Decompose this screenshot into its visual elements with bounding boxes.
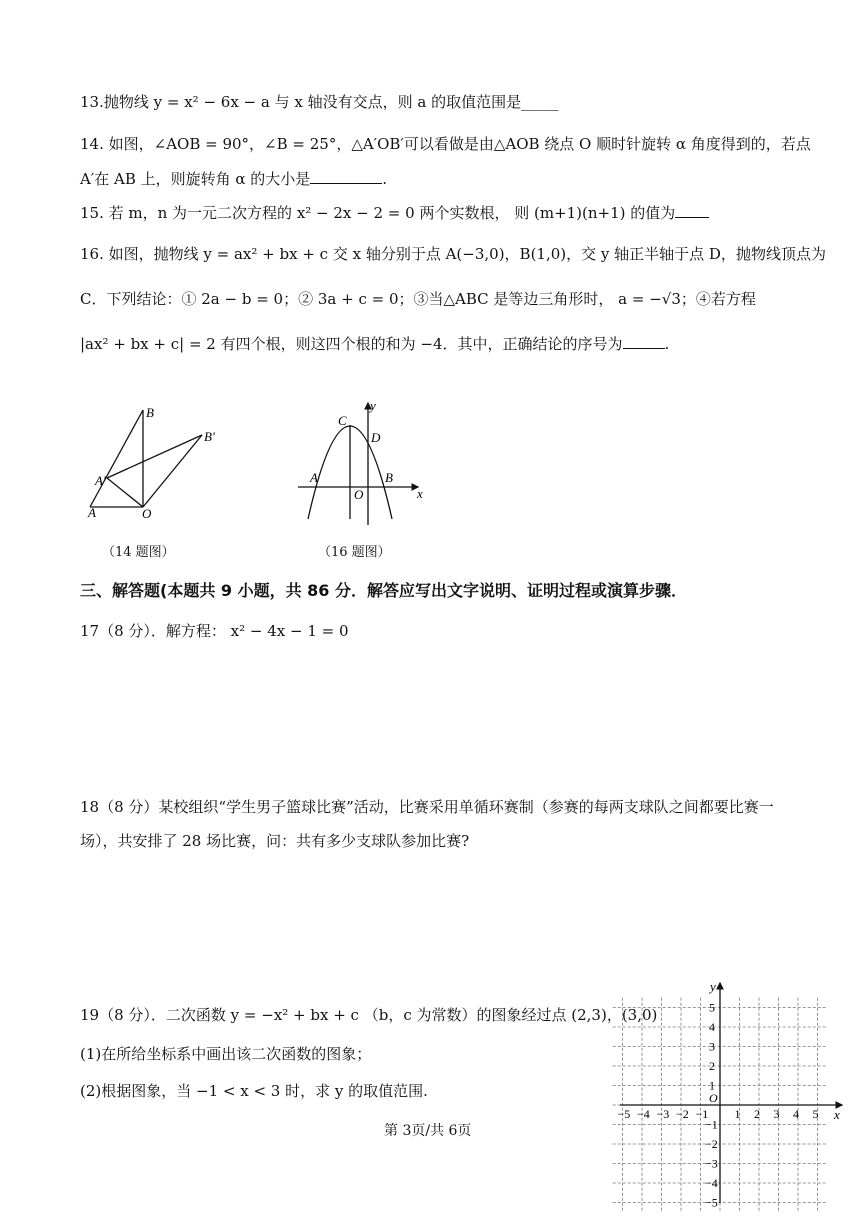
fig16-label-D: D [371,430,381,445]
x-tick-label: 4 [793,1107,799,1121]
q16-line1: 16. 如图，抛物线 y = ax² + bx + c 交 x 轴分别于点 A(−3,0)，B(1,0)，交 y 轴正半轴于点 D，抛物线顶点为 [80,245,826,263]
figure-14 [80,400,230,525]
q17-line: 17（8 分）．解方程： x² − 4x − 1 = 0 [80,622,349,640]
q14-answer-blank [310,169,382,184]
q19-line1: 19（8 分）．二次函数 y = −x² + bx + c （b，c 为常数）的图象经过点 (2,3)，(3,0) [80,1006,658,1024]
q14-line1: 14. 如图，∠AOB = 90°，∠B = 25°，△A′OB′可以看做是由△AOB 绕点 O 顺时针旋转 α 角度得到的，若点 [80,135,811,153]
y-tick-label: −4 [705,1176,718,1190]
fig16-label-y: y [370,398,376,413]
x-tick-label: 2 [754,1107,760,1121]
q13-line [80,91,559,113]
q16-line2: C．下列结论：① 2a − b = 0；② 3a + c = 0；③当△ABC 是等边三角形时， a = −√3；④若方程 [80,290,756,308]
x-tick-label: −5 [617,1107,631,1121]
fig16-caption: （16 题图） [318,545,391,560]
y-tick-label: −1 [705,1117,718,1132]
q19-y-label: y [710,979,716,994]
y-tick-label: −5 [705,1195,718,1210]
fig16-label-O: O [354,487,364,502]
y-tick-label: 4 [709,1020,715,1034]
q18-line1: 18（8 分）某校组织“学生男子篮球比赛”活动，比赛采用单循环赛制（参赛的每两支球队之间都要比赛一 [80,798,774,816]
page-footer: 第 3页/共 6页 [384,1123,472,1139]
fig14-label-A-prime: A′ [95,473,106,488]
q18-line2: 场），共安排了 28 场比赛，问：共有多少支球队参加比赛? [80,832,470,850]
q16-answer-blank [623,334,665,349]
figure-16 [290,395,435,530]
x-tick-label: −2 [676,1107,689,1121]
q19-part1: (1)在所给坐标系中画出该二次函数的图象； [80,1045,372,1063]
q16-line3-end: . [664,335,670,353]
y-tick-label: −2 [705,1137,718,1151]
q14-line2-text: A′在 AB 上，则旋转角 α 的大小是 [80,170,311,188]
q19-x-label: x [834,1107,840,1122]
y-tick-label: 2 [709,1059,715,1073]
fig16-label-A: A [310,470,318,485]
q13-text: 13.抛物线 y = x² − 6x − a 与 x 轴没有交点，则 a 的取值范围是 [80,93,522,111]
fig14-caption: （14 题图） [102,545,175,560]
fig14-label-O: O [142,506,152,521]
q16-line3 [80,333,669,355]
x-tick-label: −4 [637,1107,650,1121]
q14-line2 [80,168,387,190]
y-tick-label: −3 [705,1156,718,1171]
fig14-label-B-prime: B′ [204,429,215,444]
x-tick-label: −3 [656,1107,670,1121]
q15-text: 15. 若 m，n 为一元二次方程的 x² − 2x − 2 = 0 两个实数根， 则 (m+1)(n+1) 的值为 [80,204,676,222]
q19-part2: (2)根据图象，当 −1 < x < 3 时，求 y 的取值范围. [80,1082,428,1100]
q14-line2-end: . [382,170,388,188]
q15-answer-blank [675,203,709,218]
y-tick-label: 3 [709,1039,715,1054]
q13-blank: _____ [521,93,559,111]
y-tick-label: 5 [709,1000,715,1015]
q19-coordinate-grid [612,975,852,1215]
x-tick-label: −1 [695,1107,709,1121]
x-tick-label: 1 [734,1107,741,1121]
fig14-label-B: B [146,405,154,420]
x-tick-label: 3 [773,1107,780,1121]
x-tick-label: 5 [812,1107,819,1121]
fig16-label-B: B [385,470,393,485]
q16-line3-text: |ax² + bx + c| = 2 有四个根，则这四个根的和为 −4．其中，正确结论的序号为 [80,335,623,353]
fig16-label-C: C [338,413,347,428]
fig14-label-A: A [88,505,96,520]
fig16-label-x: x [417,486,423,501]
section3-heading: 三、解答题(本题共 9 小题，共 86 分．解答应写出文字说明、证明过程或演算步骤． [80,581,687,600]
q19-origin-label: O [709,1091,718,1105]
q15-line [80,202,709,224]
y-tick-label: 1 [709,1078,715,1093]
